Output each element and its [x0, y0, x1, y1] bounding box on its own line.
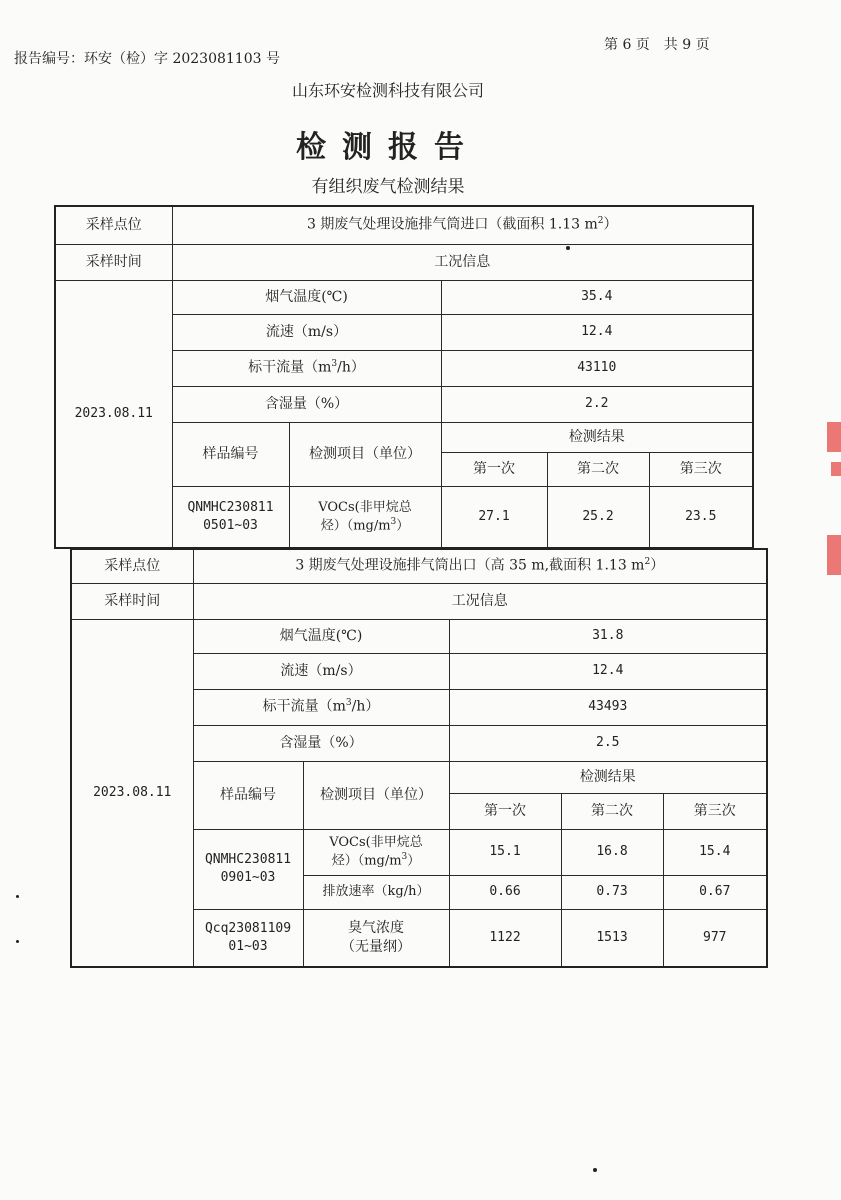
table-row: [55, 280, 753, 314]
velocity-label: 流速（m/s）: [193, 653, 449, 689]
first-header: 第一次: [441, 452, 547, 486]
odor-result-3: 977: [663, 909, 767, 967]
moisture-value: 2.2: [441, 386, 753, 422]
sample-number: Qcq23081109 01~03: [193, 909, 303, 967]
second-header: 第二次: [561, 793, 663, 829]
outlet-results-table: [70, 548, 768, 968]
moisture-value: 2.5: [449, 725, 767, 761]
table-row: [55, 244, 753, 280]
flue-temp-value: 35.4: [441, 280, 753, 314]
odor-result-1: 1122: [449, 909, 561, 967]
seal-fragment: [831, 462, 841, 476]
condition-info-label: 工况信息: [172, 244, 753, 280]
flue-temp-value: 31.8: [449, 619, 767, 653]
rate-result-3: 0.67: [663, 875, 767, 909]
table-row: [71, 619, 767, 653]
result-1: 27.1: [441, 486, 547, 548]
sampling-date: 2023.08.11: [71, 619, 193, 967]
table-row: [55, 206, 753, 244]
voc-item: VOCs(非甲烷总 烃）$(mg/m^3)$: [303, 829, 449, 875]
sample-no-label: 样品编号: [193, 761, 303, 829]
scan-speck: [593, 1168, 597, 1172]
second-header: 第二次: [547, 452, 649, 486]
scan-speck: [16, 895, 19, 898]
table-row: [71, 583, 767, 619]
sample-number: QNMHC230811 0501~03: [172, 486, 289, 548]
voc-result-3: 15.4: [663, 829, 767, 875]
rate-result-2: 0.73: [561, 875, 663, 909]
report-number: 报告编号：环安（检）字 2023081103 号: [14, 51, 280, 67]
inlet-results-table: [54, 205, 754, 549]
result-3: 23.5: [649, 486, 753, 548]
company-name: 山东环安检测科技有限公司: [291, 81, 484, 100]
sample-number: QNMHC230811 0901~03: [193, 829, 303, 909]
velocity-value: 12.4: [441, 314, 753, 350]
first-header: 第一次: [449, 793, 561, 829]
emission-rate-item: 排放速率（kg/h）: [303, 875, 449, 909]
report-title: 检测报告: [296, 130, 480, 165]
sampling-point-label: 采样点位: [71, 549, 193, 583]
test-item-label: 检测项目（单位）: [303, 761, 449, 829]
flue-temp-label: 烟气温度(℃): [193, 619, 449, 653]
std-flow-value: 43493: [449, 689, 767, 725]
sampling-time-label: 采样时间: [71, 583, 193, 619]
page-indicator: 第 6 页 共 9 页: [604, 37, 710, 53]
table-title: 有组织废气检测结果: [311, 177, 465, 197]
sampling-time-label: 采样时间: [55, 244, 172, 280]
third-header: 第三次: [663, 793, 767, 829]
sampling-point-value: 3 期废气处理设施排气筒出口（高 35 m,截面积 1.13 $m^2$）: [193, 549, 767, 583]
test-result-label: 检测结果: [449, 761, 767, 793]
odor-result-2: 1513: [561, 909, 663, 967]
flue-temp-label: 烟气温度(℃): [172, 280, 441, 314]
sampling-point-label: 采样点位: [55, 206, 172, 244]
sampling-point-value: 3 期废气处理设施排气筒进口（截面积 1.13 $m^2$）: [172, 206, 753, 244]
rate-result-1: 0.66: [449, 875, 561, 909]
scan-speck: [16, 940, 19, 943]
velocity-label: 流速（m/s）: [172, 314, 441, 350]
seal-fragment: [827, 535, 841, 575]
std-flow-value: 43110: [441, 350, 753, 386]
odor-item: 臭气浓度 （无量纲）: [303, 909, 449, 967]
sampling-date: 2023.08.11: [55, 280, 172, 548]
sample-no-label: 样品编号: [172, 422, 289, 486]
third-header: 第三次: [649, 452, 753, 486]
test-item-label: 检测项目（单位）: [289, 422, 441, 486]
result-2: 25.2: [547, 486, 649, 548]
voc-result-2: 16.8: [561, 829, 663, 875]
seal-fragment: [827, 422, 841, 452]
condition-info-label: 工况信息: [193, 583, 767, 619]
scan-speck: [566, 246, 570, 250]
table-row: [71, 549, 767, 583]
std-flow-label: 标干流量$(m^3/h)$: [193, 689, 449, 725]
voc-item: VOCs(非甲烷总 烃）$(mg/m^3)$: [289, 486, 441, 548]
voc-result-1: 15.1: [449, 829, 561, 875]
test-result-label: 检测结果: [441, 422, 753, 452]
moisture-label: 含湿量（%）: [193, 725, 449, 761]
moisture-label: 含湿量（%）: [172, 386, 441, 422]
std-flow-label: 标干流量$(m^3/h)$: [172, 350, 441, 386]
velocity-value: 12.4: [449, 653, 767, 689]
